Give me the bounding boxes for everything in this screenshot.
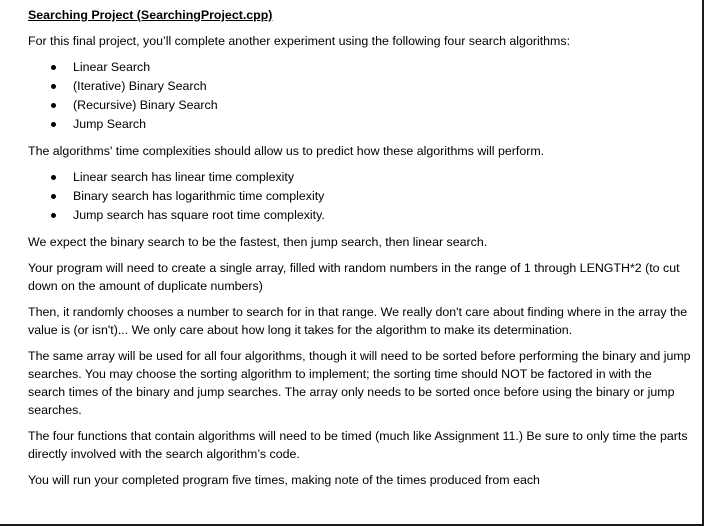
complexity-list <box>28 168 692 225</box>
run-paragraph: You will run your completed program five times, making note of the times produced from each <box>28 473 540 487</box>
list-item-label: Linear search has linear time complexity <box>73 170 295 184</box>
array-paragraph: Your program will need to create a single array, filled with random numbers in the range of 1 through LENGTH*2 (to cut down on the amount of duplicate numbers) <box>28 261 680 293</box>
bullet-icon <box>51 194 56 199</box>
list-item-label: Binary search has logarithmic time complexity <box>73 189 325 203</box>
list-item <box>28 77 692 96</box>
list-item-label: Linear Search <box>73 60 151 74</box>
list-item <box>28 187 692 206</box>
list-item <box>28 206 692 225</box>
list-item <box>28 96 692 115</box>
complexity-intro-paragraph: The algorithms' time complexities should allow us to predict how these algorithms will perform. <box>28 144 545 158</box>
bullet-icon <box>51 103 56 108</box>
document-title: Searching Project (SearchingProject.cpp) <box>28 8 273 22</box>
bullet-icon <box>51 213 56 218</box>
sorting-paragraph: The same array will be used for all four algorithms, though it will need to be sorted before performing the binary and jump searches. You may choose the sorting algorithm to implement; the sorting time should NOT be factored in with the search times of the binary and jump searches. The array only needs to be sorted once before using the binary or jump searches. <box>28 349 691 417</box>
algorithm-list <box>28 58 692 134</box>
list-item-label: (Iterative) Binary Search <box>73 79 207 93</box>
list-item <box>28 168 692 187</box>
timing-paragraph: The four functions that contain algorithms will need to be timed (much like Assignment 11.) Be sure to only time the parts directly involved with the search algorithm’s code. <box>28 429 688 461</box>
random-search-paragraph: Then, it randomly chooses a number to search for in that range. We really don't care about finding where in the array the value is (or isn't)... We only care about how long it takes for the algorithm to make its determination. <box>28 305 688 337</box>
bullet-icon <box>51 122 56 127</box>
bullet-icon <box>51 175 56 180</box>
expectation-paragraph: We expect the binary search to be the fastest, then jump search, then linear search. <box>28 235 488 249</box>
bullet-icon <box>51 84 56 89</box>
list-item-label: Jump search has square root time complexity. <box>73 208 325 222</box>
list-item <box>28 115 692 134</box>
bullet-icon <box>51 65 56 70</box>
list-item-label: (Recursive) Binary Search <box>73 98 218 112</box>
list-item <box>28 58 692 77</box>
intro-paragraph: For this final project, you’ll complete another experiment using the following four search algorithms: <box>28 34 571 48</box>
list-item-label: Jump Search <box>73 117 147 131</box>
